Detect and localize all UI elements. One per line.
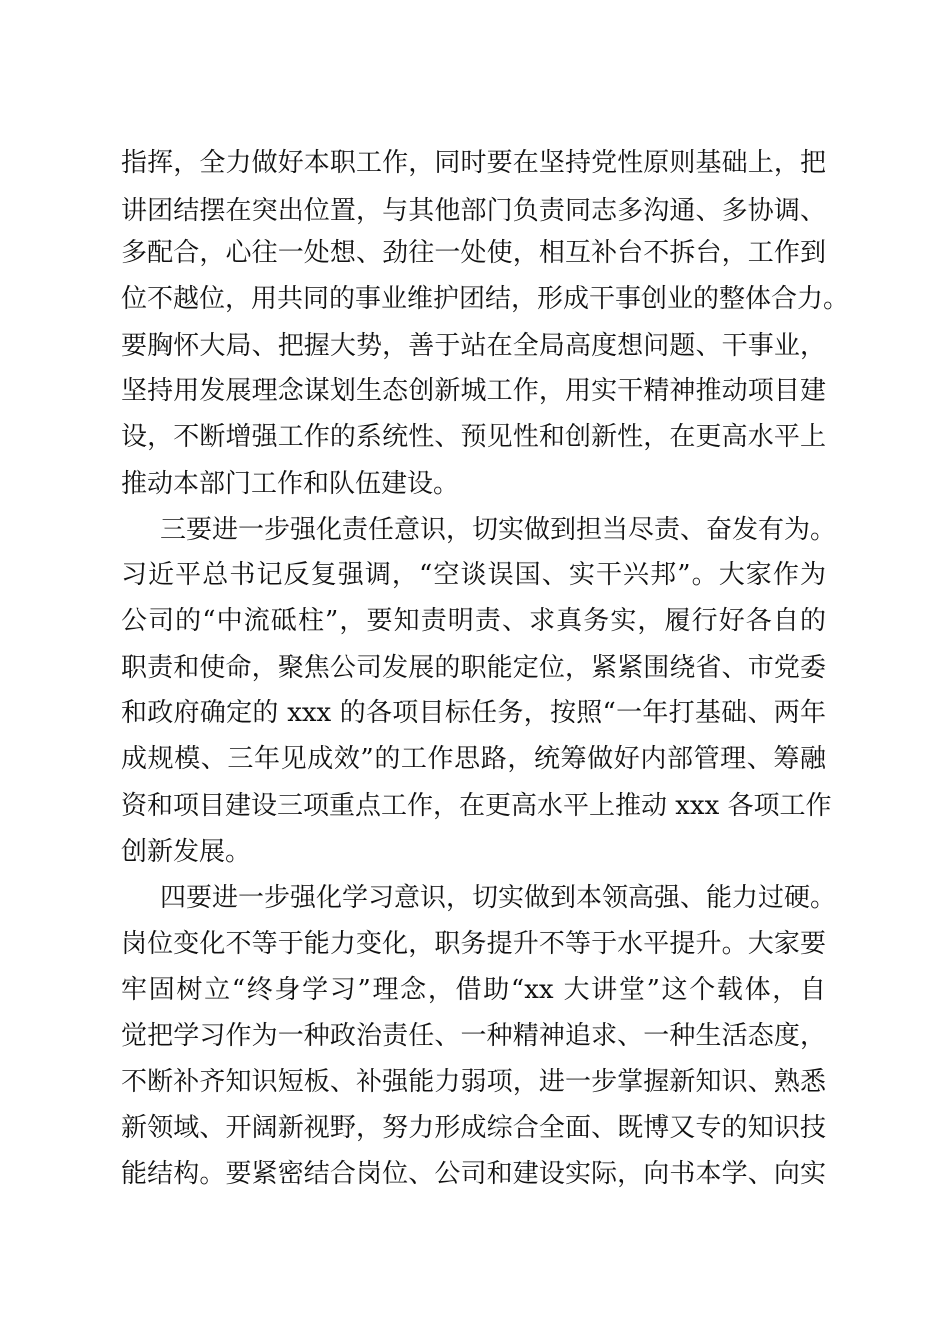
paragraph-3-line-1: 四要进一步强化学习意识，切实做到本领高强、能力过硬。 <box>160 883 837 913</box>
paragraph-1-line-6: 坚持用发展理念谋划生态创新城工作，用实干精神推动项目建 <box>121 376 826 406</box>
paragraph-2-line-7: 资和项目建设三项重点工作，在更高水平上推动 xxx 各项工作 <box>121 791 832 821</box>
paragraph-3-line-3: 牢固树立“终身学习”理念，借助“xx 大讲堂”这个载体，自 <box>121 975 826 1005</box>
paragraph-2-line-6: 成规模、三年见成效”的工作思路，统筹做好内部管理、筹融 <box>121 744 826 774</box>
paragraph-3-line-5: 不断补齐知识短板、补强能力弱项，进一步掌握新知识、熟悉 <box>121 1067 826 1097</box>
paragraph-3-line-6: 新领域、开阔新视野，努力形成综合全面、既博又专的知识技 <box>121 1113 826 1143</box>
paragraph-1-line-2: 讲团结摆在突出位置，与其他部门负责同志多沟通、多协调、 <box>121 196 826 226</box>
paragraph-1-line-3: 多配合，心往一处想、劲往一处使，相互补台不拆台，工作到 <box>121 238 826 268</box>
paragraph-1-line-8: 推动本部门工作和队伍建设。 <box>121 469 460 499</box>
paragraph-3-line-7: 能结构。要紧密结合岗位、公司和建设实际，向书本学、向实 <box>121 1159 826 1189</box>
paragraph-2-line-5: 和政府确定的 xxx 的各项目标任务，按照“一年打基础、两年 <box>121 698 826 728</box>
paragraph-3-line-4: 觉把学习作为一种政治责任、一种精神追求、一种生活态度， <box>121 1021 826 1051</box>
paragraph-2-line-2: 习近平总书记反复强调，“空谈误国、实干兴邦”。大家作为 <box>121 560 826 590</box>
paragraph-2-line-1: 三要进一步强化责任意识，切实做到担当尽责、奋发有为。 <box>160 515 837 545</box>
paragraph-1-line-5: 要胸怀大局、把握大势，善于站在全局高度想问题、干事业， <box>121 331 826 361</box>
paragraph-2-line-4: 职责和使命，聚焦公司发展的职能定位，紧紧围绕省、市党委 <box>121 653 826 683</box>
paragraph-2-line-8: 创新发展。 <box>121 837 252 867</box>
paragraph-1-line-4: 位不越位，用共同的事业维护团结，形成干事创业的整体合力。 <box>121 284 850 314</box>
paragraph-3-line-2: 岗位变化不等于能力变化，职务提升不等于水平提升。大家要 <box>121 929 826 959</box>
paragraph-1-line-7: 设，不断增强工作的系统性、预见性和创新性，在更高水平上 <box>121 422 826 452</box>
paragraph-2-line-3: 公司的“中流砥柱”，要知责明责、求真务实，履行好各自的 <box>121 606 826 636</box>
paragraph-1-line-1: 指挥，全力做好本职工作，同时要在坚持党性原则基础上，把 <box>121 148 826 178</box>
